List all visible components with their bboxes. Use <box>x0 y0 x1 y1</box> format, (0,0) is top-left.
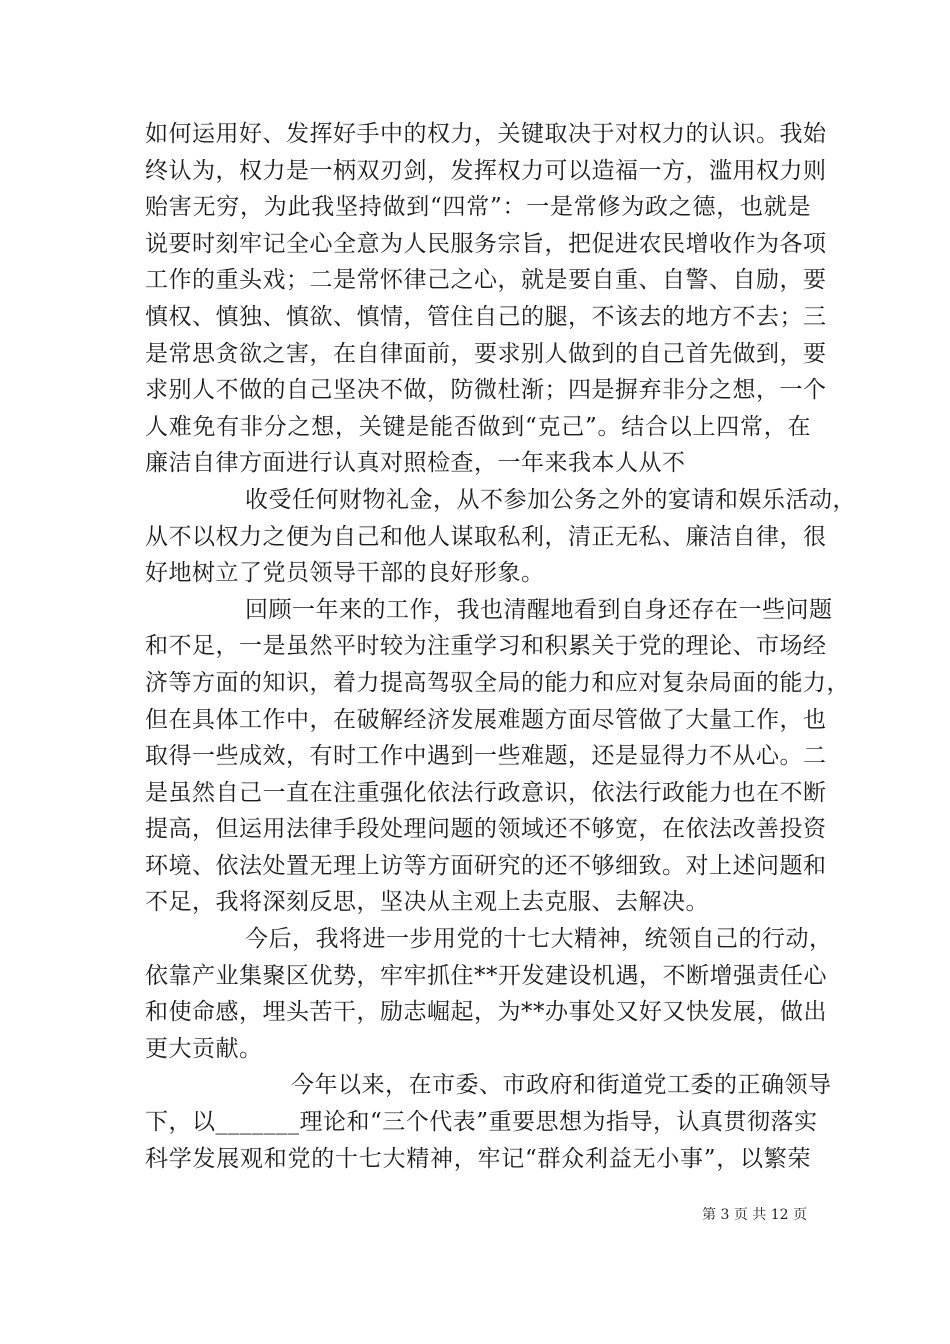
paragraph <box>145 116 827 482</box>
text-line: 是虽然自己一直在注重强化依法行政意识，依法行政能力也在不断 <box>145 779 827 806</box>
text-line: 从不以权力之便为自己和他人谋取私利，清正无私、廉洁自律，很 <box>145 523 827 550</box>
paragraph <box>145 1067 832 1177</box>
text-line: 但在具体工作中，在破解经济发展难题方面尽管做了大量工作，也 <box>145 706 827 733</box>
text-line: 今后，我将进一步用党的十七大精神，统领自己的行动， <box>245 926 833 953</box>
document-body <box>145 116 856 1177</box>
text-line: 下，以_______理论和“三个代表”重要思想为指导，认真贯彻落实 <box>145 1109 818 1136</box>
text-line: 人难免有非分之想，关键是能否做到“克己”。结合以上四常，在 <box>145 413 811 440</box>
text-line: 工作的重头戏；二是常怀律己之心，就是要自重、自警、自励，要 <box>145 267 827 294</box>
text-line: 和不足，一是虽然平时较为注重学习和积累关于党的理论、市场经 <box>145 633 827 660</box>
text-line: 提高，但运用法律手段处理问题的领域还不够宽，在依法改善投资 <box>145 816 827 843</box>
text-line: 更大贡献。 <box>145 1035 263 1062</box>
paragraph <box>145 482 856 592</box>
text-line: 说要时刻牢记全心全意为人民服务宗旨，把促进农民增收作为各项 <box>145 230 827 257</box>
text-line: 不足，我将深刻反思，坚决从主观上去克服、去解决。 <box>145 889 709 916</box>
text-line: 贻害无穷，为此我坚持做到“四常”：一是常修为政之德，也就是 <box>145 194 811 221</box>
text-line: 终认为，权力是一柄双刃剑，发挥权力可以造福一方，滥用权力则 <box>145 157 827 184</box>
paragraph <box>145 592 850 921</box>
text-line: 取得一些成效，有时工作中遇到一些难题，还是显得力不从心。二 <box>145 743 827 770</box>
text-line: 是常思贪欲之害，在自律面前，要求别人做到的自己首先做到，要 <box>145 340 827 367</box>
text-line: 慎权、慎独、慎欲、慎情，管住自己的腿，不该去的地方不去；三 <box>145 303 827 330</box>
text-line: 求别人不做的自己坚决不做，防微杜渐；四是摒弃非分之想，一个 <box>145 377 827 404</box>
text-line: 依靠产业集聚区优势，牢牢抓住**开发建设机遇，不断增强责任心 <box>145 962 827 989</box>
text-line: 收受任何财物礼金，从不参加公务之外的宴请和娱乐活动， <box>245 486 856 513</box>
text-line: 回顾一年来的工作，我也清醒地看到自身还存在一些问题 <box>245 596 833 623</box>
text-line: 济等方面的知识，着力提高驾驭全局的能力和应对复杂局面的能力， <box>145 669 850 696</box>
page-number-footer: 第 3 页 共 12 页 <box>702 1207 807 1223</box>
text-line: 如何运用好、发挥好手中的权力，关键取决于对权力的认识。我始 <box>145 121 827 147</box>
text-line: 廉洁自律方面进行认真对照检查，一年来我本人从不 <box>145 450 686 477</box>
text-line: 今年以来，在市委、市政府和街道党工委的正确领导 <box>291 1072 832 1099</box>
text-line: 科学发展观和党的十七大精神，牢记“群众利益无小事”，以繁荣 <box>145 1145 811 1172</box>
text-line: 环境、依法处置无理上访等方面研究的还不够细致。对上述问题和 <box>145 852 827 879</box>
paragraph <box>145 921 833 1067</box>
text-line: 好地树立了党员领导干部的良好形象。 <box>145 560 545 587</box>
text-line: 和使命感，埋头苦干，励志崛起，为**办事处又好又快发展，做出 <box>145 999 827 1026</box>
